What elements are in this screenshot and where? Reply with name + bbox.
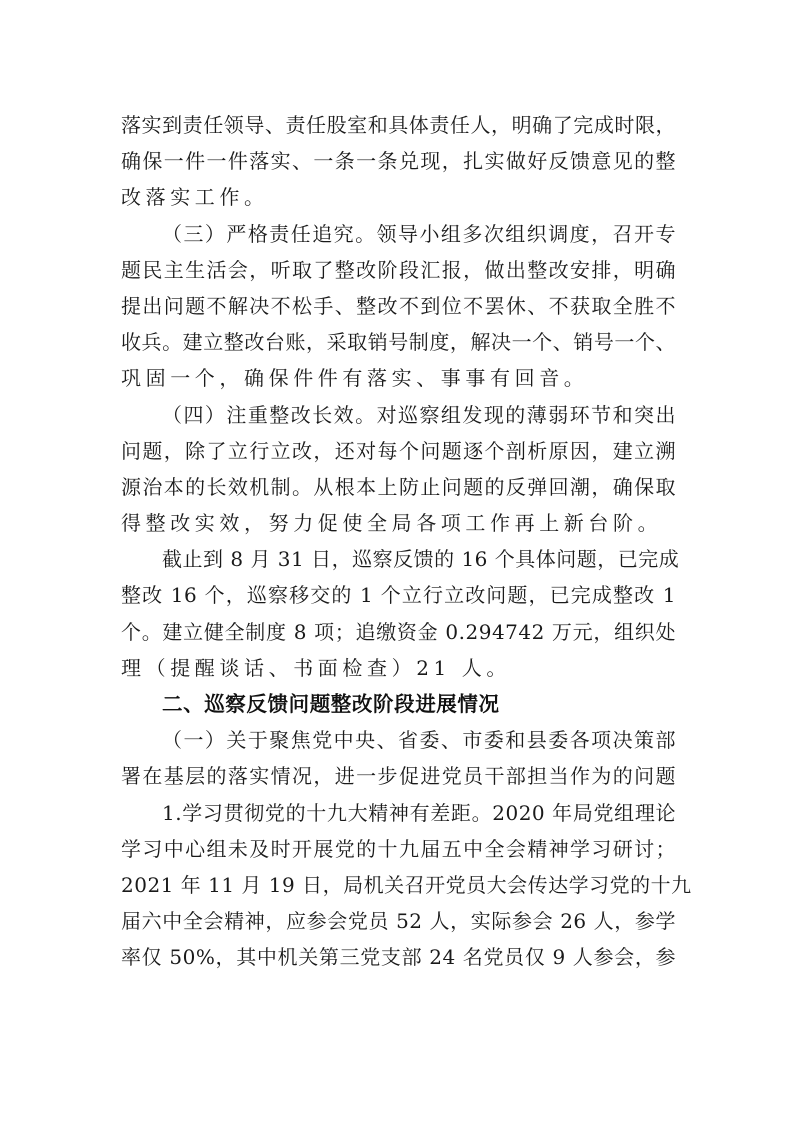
text-line: 署在基层的落实情况，进一步促进党员干部担当作为的问题 [121,764,676,789]
text-line: 题民主生活会，听取了整改阶段汇报，做出整改安排，明确 [121,257,676,282]
text-line: 截止到 8 月 31 日，巡察反馈的 16 个具体问题，已完成 [162,547,680,572]
text-line: 巩固一个，确保件件有落实、事事有回音。 [121,366,589,391]
text-line: 届六中全会精神，应参会党员 52 人，实际参会 26 人，参学 [121,909,676,934]
paragraph-item-1 [121,795,692,976]
text-line: 2021 年 11 月 19 日，局机关召开党员大会传达学习党的十九 [121,872,692,897]
text-line: 率仅 50%，其中机关第三党支部 24 名党员仅 9 人参会，参 [121,945,676,970]
text-line: 个。建立健全制度 8 项；追缴资金 0.294742 万元，组织处 [121,619,676,644]
paragraph-strict-accountability [121,216,676,397]
text-line: 提出问题不解决不松手、整改不到位不罢休、不获取全胜不 [121,293,676,318]
paragraph-long-term-effect [121,397,676,542]
text-line: 1.学习贯彻党的十九大精神有差距。2020 年局党组理论 [162,800,676,825]
paragraph-summary-statistics [121,541,680,686]
text-line: 确保一件一件落实、一条一条兑现，扎实做好反馈意见的整 [121,149,676,174]
subsection-heading [121,722,676,794]
text-line: 落实到责任领导、责任股室和具体责任人，明确了完成时限， [121,113,676,137]
text-line: 问题，除了立行立改，还对每个问题逐个剖析原因，建立溯 [121,438,676,463]
text-line: 得整改实效，努力促使全局各项工作再上新台阶。 [121,511,663,536]
text-line: （三）严格责任追究。领导小组多次组织调度，召开专 [162,221,676,246]
document-body [121,107,692,976]
text-line: 理（提醒谈话、书面检查）21 人。 [121,655,512,680]
text-line: （一）关于聚焦党中央、省委、市委和县委各项决策部 [162,728,676,753]
text-line: 改落实工作。 [121,185,269,210]
text-line: 学习中心组未及时开展党的十九届五中全会精神学习研讨； [121,836,676,861]
section-heading: 二、巡察反馈问题整改阶段进展情况 [162,692,500,716]
paragraph-responsibility-continuation [121,107,676,216]
text-line: 源治本的长效机制。从根本上防止问题的反弹回潮，确保取 [121,474,676,499]
text-line: 整改 16 个，巡察移交的 1 个立行立改问题，已完成整改 1 [121,583,676,608]
text-line: （四）注重整改长效。对巡察组发现的薄弱环节和突出 [162,402,676,427]
text-line: 收兵。建立整改台账，采取销号制度，解决一个、销号一个、 [121,330,676,355]
